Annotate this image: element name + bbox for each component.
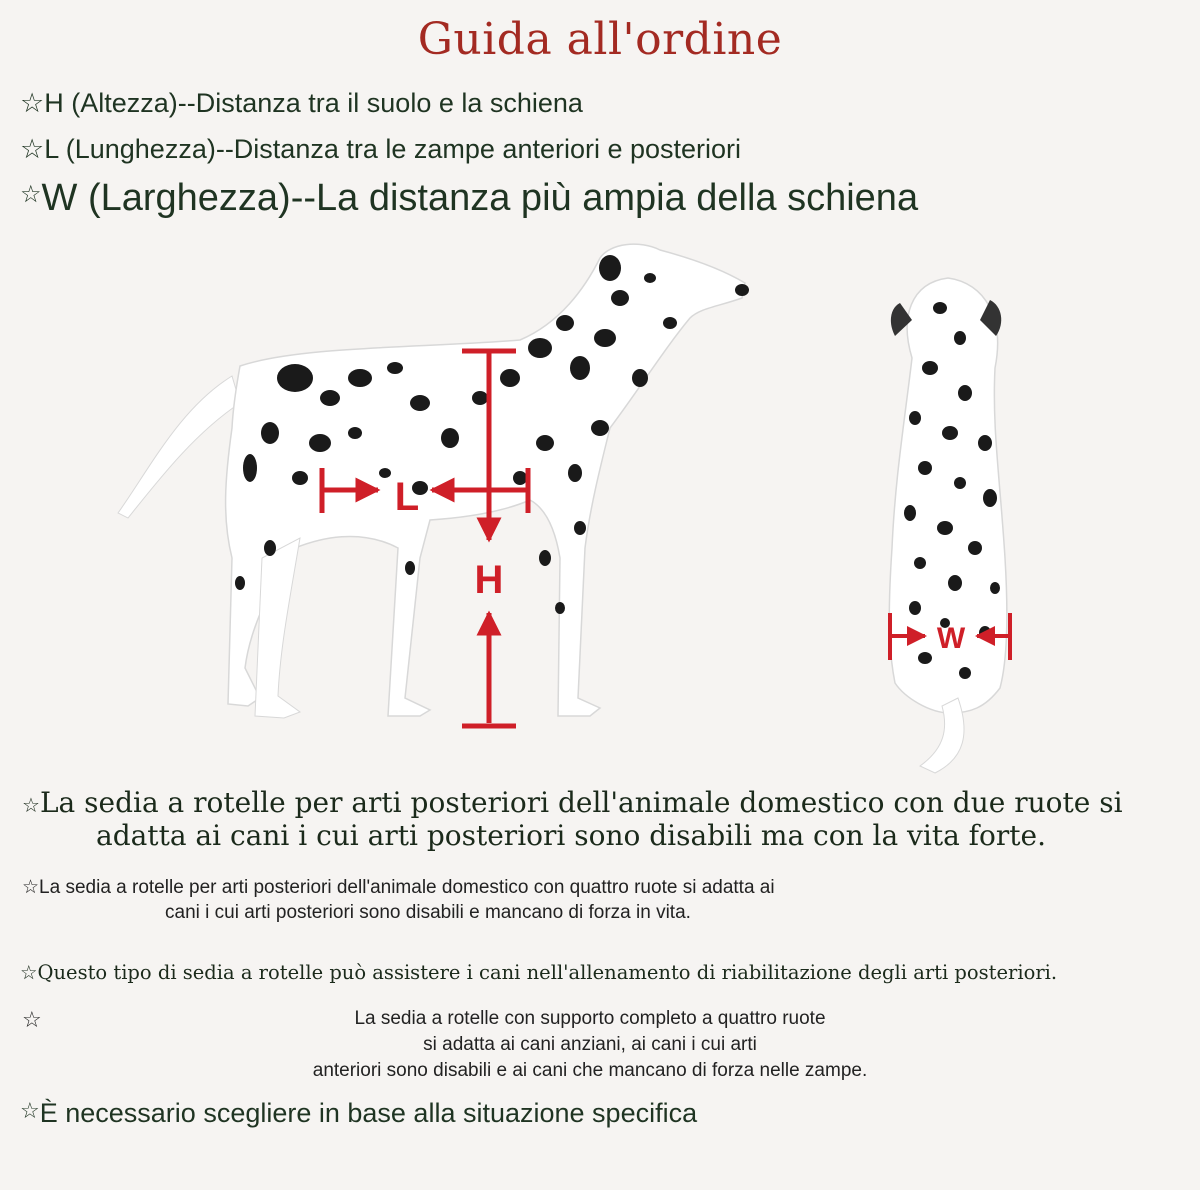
height-label: H <box>474 558 504 602</box>
star-icon: ☆ <box>22 1008 42 1033</box>
note-full-support-line1: La sedia a rotelle con supporto completo a quattro ruote <box>354 1008 826 1029</box>
star-icon: ☆ <box>20 1099 40 1124</box>
star-icon: ☆ <box>20 961 38 984</box>
note-full-support-line2: si adatta ai cani anziani, ai cani i cui arti <box>423 1034 757 1055</box>
height-definition-text: H (Altezza)--Distanza tra il suolo e la schiena <box>44 88 583 118</box>
note-choose-text: È necessario scegliere in base alla situazione specifica <box>39 1098 698 1128</box>
note-two-wheel-line1: La sedia a rotelle per arti posteriori dell'animale domestico con due ruote si <box>39 786 1123 819</box>
star-icon: ☆ <box>20 88 45 119</box>
note-rehabilitation-text: Questo tipo di sedia a rotelle può assistere i cani nell'allenamento di riabilitazione degli arti posteriori. <box>37 961 1058 984</box>
height-definition <box>20 88 583 119</box>
note-full-support-line3: anteriori sono disabili e ai cani che mancano di forza nelle zampe. <box>312 1060 868 1081</box>
length-definition-text: L (Lunghezza)--Distanza tra le zampe anteriori e posteriori <box>44 134 742 164</box>
length-label: L <box>394 475 420 519</box>
star-icon: ☆ <box>20 134 45 165</box>
star-icon: ☆ <box>22 876 40 898</box>
width-definition <box>20 177 918 220</box>
dog-side-illustration <box>118 244 749 718</box>
star-icon: ☆ <box>22 793 40 817</box>
note-four-wheel-line1: La sedia a rotelle per arti posteriori dell'animale domestico con quattro ruote si adatta ai <box>39 877 775 898</box>
note-two-wheel-line2: adatta ai cani i cui arti posteriori sono disabili ma con la vita forte. <box>96 819 1047 852</box>
width-definition-text: W (Larghezza)--La distanza più ampia della schiena <box>41 177 919 219</box>
width-label: W <box>936 622 966 655</box>
note-four-wheel-line2: cani i cui arti posteriori sono disabili e mancano di forza in vita. <box>165 902 691 923</box>
length-definition <box>20 134 741 165</box>
dog-back-illustration <box>889 278 1007 773</box>
measurement-diagram <box>0 228 1200 788</box>
star-icon: ☆ <box>20 180 42 208</box>
page-title: Guida all'ordine <box>417 14 783 65</box>
